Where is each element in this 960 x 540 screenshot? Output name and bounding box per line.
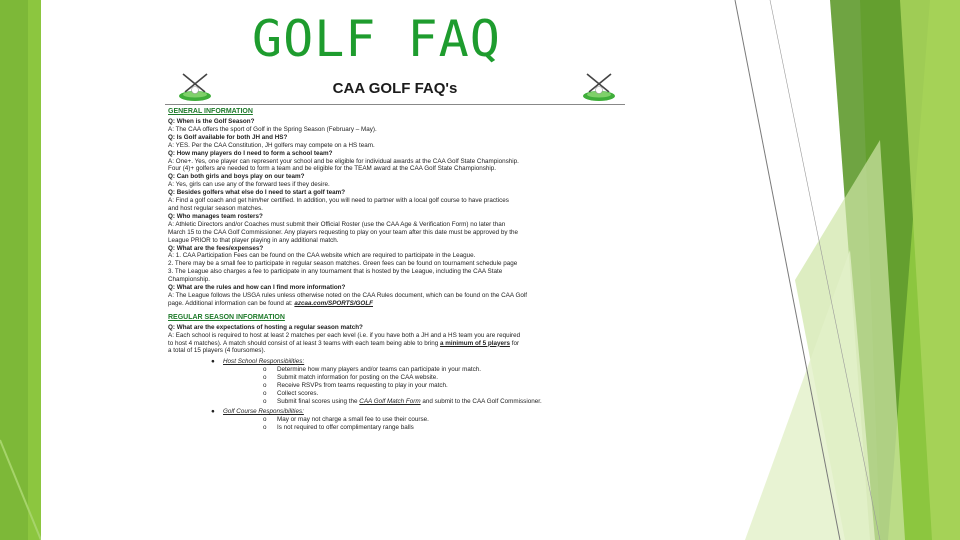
faq-answer: March 15 to the CAA Golf Commissioner. Any players requesting to play on your team after this date must be approved by the: [168, 228, 519, 236]
host-school-list: [165, 366, 625, 398]
match-line-prefix: to host 4 matches). A match should consist of at least 3 teams with each team being able to bring: [168, 339, 440, 347]
course-responsibility-item-text: May or may not charge a small fee to use their course.: [277, 415, 429, 423]
faq-question: Q: What are the rules and how can I find more information?: [168, 284, 346, 292]
host-school-bullet: [211, 358, 622, 366]
host-responsibility-item: [263, 366, 622, 374]
faq-answer: A: 1. CAA Participation Fees can be found on the CAA website which are required to participate in the League.: [168, 252, 476, 260]
host-responsibility-item: [263, 382, 622, 390]
faq-question: Q: Is Golf available for both JH and HS?: [168, 133, 288, 141]
submit-scores-item: [263, 398, 622, 406]
right-decor-shapes: [700, 0, 960, 540]
hollow-bullet-icon: o: [263, 382, 267, 390]
hollow-bullet-icon: o: [263, 374, 267, 382]
faq-question: Q: How many players do I need to form a school team?: [168, 149, 333, 157]
minimum-players-text: a minimum of 5 players: [439, 339, 510, 347]
host-responsibility-item-text: Collect scores.: [277, 390, 319, 397]
faq-answer: A: The League follows the USGA rules unless otherwise noted on the CAA Rules document, which can be found on the CAA Golf: [168, 291, 528, 299]
host-responsibility-item: [263, 390, 622, 398]
host-school-label: Host School Responsibilities:: [223, 358, 305, 366]
host-responsibility-item-text: Submit match information for posting on the CAA website.: [277, 374, 439, 382]
match-requirement-line: [168, 340, 622, 348]
bullet-icon: ●: [211, 358, 215, 366]
faq-answer: A: One+. Yes, one player can represent your school and be eligible for individual awards at the CAA Golf State Championship.: [168, 157, 519, 165]
general-info-heading: GENERAL INFORMATION: [168, 108, 253, 115]
course-responsibility-item-text: Is not required to offer complimentary range balls: [277, 423, 414, 431]
general-info-body: [165, 118, 625, 300]
golf-course-bullet: [211, 408, 622, 416]
golf-course-list: [165, 416, 625, 432]
faq-answer: Four (4)+ golfers are needed to form a team and be eligible for the TEAM award at the CAA Golf State Championship.: [168, 165, 497, 173]
additional-info-line: [168, 300, 622, 308]
faq-question: Q: Besides golfers what else do I need to start a golf team?: [168, 189, 346, 197]
doc-title: CAA GOLF FAQ's: [332, 80, 458, 97]
faq-question: Q: What are the fees/expenses?: [168, 244, 264, 252]
submit-suffix: and submit to the CAA Golf Commissioner.: [420, 397, 542, 405]
hollow-bullet-icon: o: [263, 366, 267, 374]
faq-answer: A: Find a golf coach and get him/her certified. In addition, you will need to partner with a local golf course to have practices: [168, 197, 509, 205]
faq-document: [165, 70, 625, 510]
faq-answer: A: The CAA offers the sport of Golf in the Spring Season (February – May).: [168, 125, 377, 133]
bullet-icon: ●: [211, 407, 215, 415]
regular-season-body: [165, 324, 625, 340]
left-decor-bar: [0, 0, 41, 540]
faq-answer: A: Athletic Directors and/or Coaches must submit their Official Roster (use the CAA Age & Verification Form) no later than: [168, 220, 506, 228]
golf-match-form-link[interactable]: CAA Golf Match Form: [359, 397, 421, 405]
hollow-bullet-icon: o: [263, 390, 267, 397]
faq-question: Q: What are the expectations of hosting a regular season match?: [168, 323, 363, 331]
additional-info-prefix: page. Additional information can be found at:: [168, 299, 295, 307]
faq-answer: A: Each school is required to host at least 2 matches per each level (i.e. if you have both a JH and a HS team you are required: [168, 331, 521, 339]
faq-answer: A: Yes, girls can use any of the forward tees if they desire.: [168, 181, 330, 189]
host-responsibility-item-text: Receive RSVPs from teams requesting to play in your match.: [277, 382, 448, 390]
section-divider: [165, 104, 625, 105]
golf-info-link[interactable]: azcaa.com/SPORTS/GOLF: [294, 299, 374, 307]
total-players-line: a total of 15 players (4 foursomes).: [168, 347, 266, 355]
faq-answer: A: YES. Per the CAA Constitution, JH golfers may compete on a HS team.: [168, 141, 375, 149]
host-responsibility-item-text: Determine how many players and/or teams can participate in your match.: [277, 366, 482, 374]
course-responsibility-item: [263, 424, 622, 432]
match-line-suffix: for: [509, 339, 520, 347]
faq-question: Q: When is the Golf Season?: [168, 118, 255, 125]
golf-ball-crossed-clubs-icon: [579, 72, 619, 107]
faq-answer: 3. The League also charges a fee to participate in any tournament that is hosted by the League, including the CAA State: [168, 268, 503, 276]
host-responsibility-item: [263, 374, 622, 382]
hollow-bullet-icon: o: [263, 397, 267, 405]
course-responsibility-item: [263, 416, 622, 424]
faq-question: Q: Can both girls and boys play on our team?: [168, 173, 305, 181]
faq-question: Q: Who manages team rosters?: [168, 212, 263, 220]
slide-title: GOLF FAQ: [252, 10, 501, 68]
submit-prefix: Submit final scores using the: [277, 397, 360, 405]
faq-answer: 2. There may be a small fee to participate in regular season matches. Green fees can be found on tournament schedule page: [168, 260, 518, 268]
golf-course-label: Golf Course Responsibilities:: [223, 407, 304, 415]
faq-answer: Championship.: [168, 276, 211, 284]
regular-season-heading: REGULAR SEASON INFORMATION: [168, 313, 285, 321]
faq-answer: and host regular season matches.: [168, 204, 263, 212]
faq-answer: League PRIOR to that player playing in any additional match.: [168, 236, 339, 244]
hollow-bullet-icon: o: [263, 423, 267, 431]
doc-header: [165, 70, 625, 104]
hollow-bullet-icon: o: [263, 415, 267, 423]
